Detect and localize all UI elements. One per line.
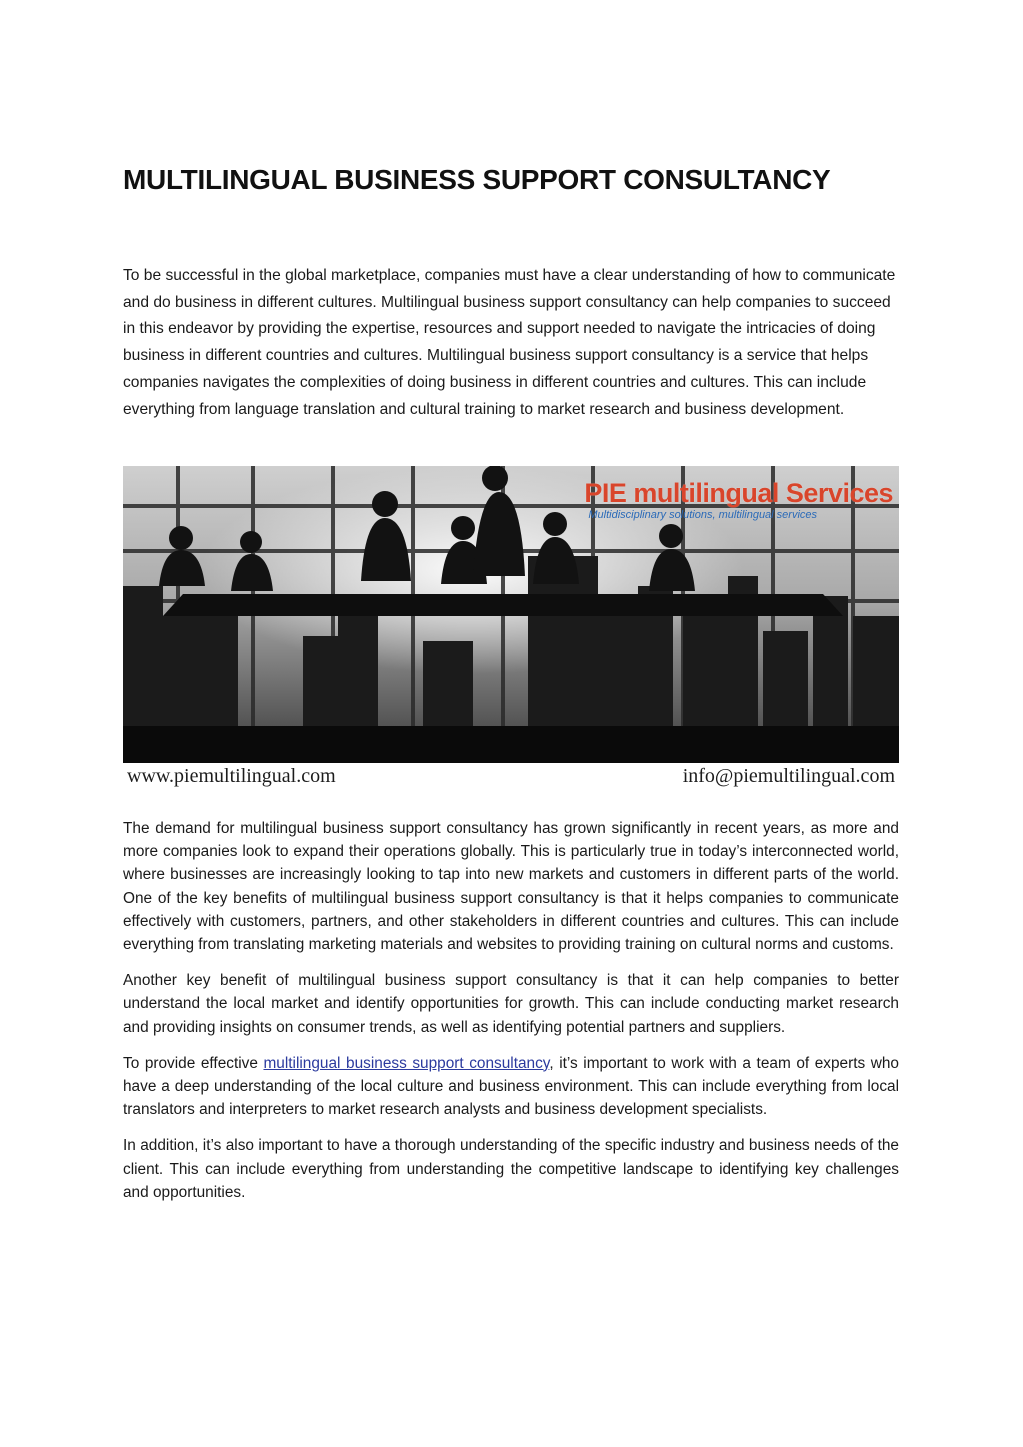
logo-tagline: Multidisciplinary solutions, multilingual services <box>588 509 818 521</box>
company-logo <box>584 478 893 521</box>
business-meeting-photo <box>123 466 899 763</box>
paragraph: The demand for multilingual business support consultancy has grown significantly in recent years, as more and more companies look to expand their operations globally. This is particularly true in today’s interconnected world, where businesses are increasingly looking to tap into new markets and customers in different parts of the world. One of the key benefits of multilingual business support consultancy is that it helps companies to communicate effectively with customers, partners, and other stakeholders in different countries and cultures. This can include everything from translating marketing materials and websites to providing training on cultural norms and customs. <box>123 820 899 954</box>
website-text: www.piemultilingual.com <box>127 765 336 787</box>
paragraph: In addition, it’s also important to have a thorough understanding of the specific industry and business needs of the client. This can include everything from understanding the competitive landscape to identifying key challenges and opportunities. <box>123 1137 899 1201</box>
page-title: MULTILINGUAL BUSINESS SUPPORT CONSULTANCY <box>123 164 831 195</box>
body-text <box>123 817 899 1217</box>
email-text: info@piemultilingual.com <box>682 765 895 787</box>
paragraph-text: To provide effective <box>123 1054 264 1072</box>
image-footer <box>123 763 899 796</box>
paragraph-text: , it’s important to work with a team of experts who have a deep understanding of the local culture and business environment. This can include everything from local translators and interpreters to market research analysts and business development specialists. <box>123 1054 899 1119</box>
intro-paragraph: To be successful in the global marketplace, companies must have a clear understanding of how to communicate and do business in different cultures. Multilingual business support consultancy can help companies to succeed in this endeavor by providing the expertise, resources and support needed to navigate the intricacies of doing business in different countries and cultures. Multilingual business support consultancy is a service that helps companies navigates the complexities of doing business in different countries and cultures. This can include everything from language translation and cultural training to market research and business development. <box>123 267 896 418</box>
paragraph: Another key benefit of multilingual business support consultancy is that it can help companies to better understand the local market and identify opportunities for growth. This can include conducting market research and providing insights on consumer trends, as well as identifying potential partners and suppliers. <box>123 972 899 1036</box>
logo-text: PIE multilingual Services <box>584 478 893 508</box>
consultancy-link[interactable]: multilingual business support consultancy <box>263 1054 550 1072</box>
banner-image <box>123 466 899 796</box>
paragraph <box>123 1052 899 1122</box>
